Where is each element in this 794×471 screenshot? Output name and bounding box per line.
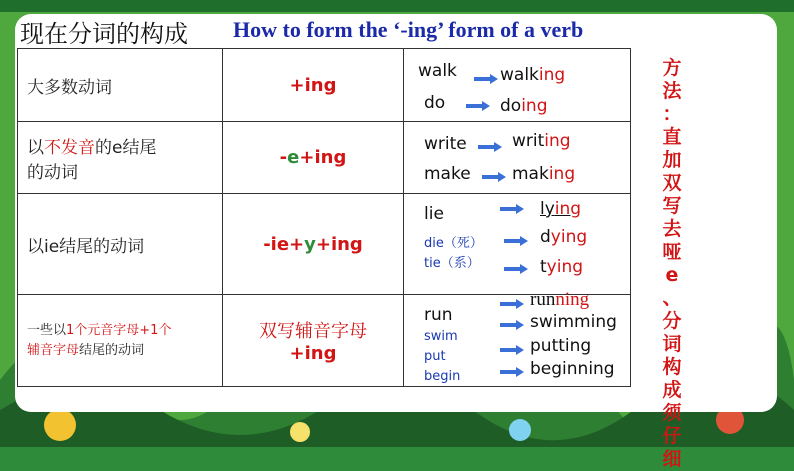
rule-text: 以 xyxy=(27,137,44,158)
verb-base: begin xyxy=(424,369,461,384)
table-row xyxy=(18,122,631,194)
verb-ing: making xyxy=(512,164,576,184)
rule-text: 以ie结尾的动词 xyxy=(27,236,145,257)
formula-cell xyxy=(223,49,404,122)
formula-cell xyxy=(223,122,404,194)
verb-base: run xyxy=(424,305,453,325)
rule-highlight: 1个元音字母+1个 xyxy=(66,322,172,338)
arrow-right-icon xyxy=(500,299,524,309)
formula-part: +ing xyxy=(299,147,347,168)
verb-base: put xyxy=(424,349,446,364)
examples-cell xyxy=(404,122,631,194)
arrow-right-icon xyxy=(504,264,528,274)
verb-ing: tying xyxy=(540,257,584,277)
verb-base: write xyxy=(424,134,467,154)
verb-ing: lying xyxy=(540,199,582,219)
examples-cell xyxy=(404,49,631,122)
rule-cell xyxy=(18,49,223,122)
arrow-right-icon xyxy=(500,367,524,377)
rule-text: 结尾的动词 xyxy=(79,342,145,358)
formula-cell xyxy=(223,194,404,295)
arrow-right-icon xyxy=(466,101,490,111)
formula-part: e xyxy=(287,147,300,168)
arrow-right-icon xyxy=(478,142,502,152)
verb-base: die（死） xyxy=(424,236,483,251)
rule-text: 大多数动词 xyxy=(27,77,112,98)
ing-rules-table xyxy=(17,48,631,387)
arrow-right-icon xyxy=(482,172,506,182)
arrow-right-icon xyxy=(504,236,528,246)
arrow-right-icon xyxy=(500,320,524,330)
formula-part: -ie+ xyxy=(263,233,305,255)
formula-part: +ing xyxy=(315,233,363,255)
table-row xyxy=(18,295,631,387)
formula-text: +ing xyxy=(289,74,337,96)
rule-cell xyxy=(18,194,223,295)
verb-ing: putting xyxy=(530,336,592,356)
formula-part: +ing xyxy=(289,343,337,364)
verb-ing: running xyxy=(530,289,590,310)
arrow-right-icon xyxy=(500,204,524,214)
rule-cell xyxy=(18,122,223,194)
title-chinese: 现在分词的构成 xyxy=(20,20,188,48)
arrow-right-icon xyxy=(474,74,498,84)
rule-highlight: 辅音字母 xyxy=(27,342,80,358)
table-row xyxy=(18,194,631,295)
verb-ing: doing xyxy=(500,96,548,116)
rule-highlight: 不发音 xyxy=(44,137,95,158)
title-english: How to form the ‘-ing’ form of a verb xyxy=(233,17,584,42)
formula-part: y xyxy=(304,233,316,255)
rule-text: 的动词 xyxy=(27,162,78,183)
verb-base: swim xyxy=(424,329,458,344)
verb-ing: swimming xyxy=(530,312,617,332)
arrow-right-icon xyxy=(500,345,524,355)
verb-base: tie（系） xyxy=(424,256,480,271)
verb-ing: beginning xyxy=(530,359,615,379)
verb-base: do xyxy=(424,93,446,113)
verb-base: lie xyxy=(424,204,444,224)
examples-cell xyxy=(404,289,631,387)
table-row xyxy=(18,49,631,122)
verb-ing: dying xyxy=(540,227,588,247)
verb-base: walk xyxy=(418,61,457,81)
rule-text: 的e结尾 xyxy=(95,137,157,158)
method-side-note: 方 法 ： 直 加 双 写 去 哑 e 、 分 词 构 成 须 仔 细 xyxy=(662,57,682,470)
examples-cell xyxy=(404,194,631,295)
formula-part: - xyxy=(279,147,288,168)
verb-ing: walking xyxy=(500,65,566,85)
verb-ing: writing xyxy=(512,131,571,151)
formula-part: 双写辅音字母 xyxy=(259,321,367,342)
rule-text: 一些以 xyxy=(27,322,67,338)
verb-base: make xyxy=(424,164,471,184)
rule-cell xyxy=(18,295,223,387)
formula-cell xyxy=(223,295,404,387)
